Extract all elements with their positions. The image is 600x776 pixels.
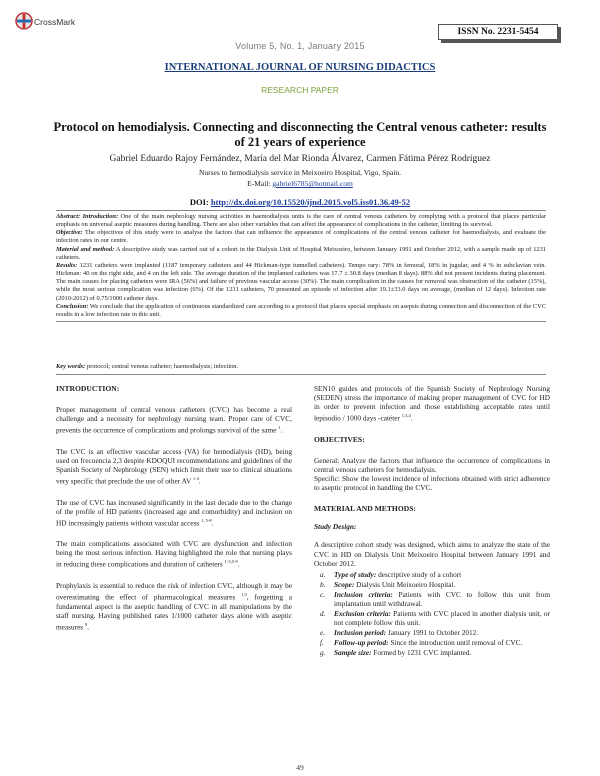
list-item: g. Sample size: Formed by 1231 CVC implanted. bbox=[320, 648, 472, 658]
objectives-heading: OBJECTIVES: bbox=[314, 434, 365, 444]
page-number: 49 bbox=[296, 763, 304, 772]
list-item: f. Follow-up period: Since the introduction until removal of CVC. bbox=[320, 638, 523, 648]
paragraph-1: Proper management of central venous catheters (CVC) has become a real challenge and a necessity for nephrology nursing team. Proper care of CVC, prevents the occurrence of complications and prolongs survival of the same $^1$. bbox=[56, 405, 292, 435]
doi-link[interactable]: http://dx.doi.org/10.15520/ijnd.2015.vol5.iss01.36.49-52 bbox=[210, 197, 411, 207]
crossmark-icon bbox=[14, 11, 34, 31]
paragraph-5: Prophylaxis is essential to reduce the risk of infection CVC, although it may be overestimating the effect of pharmacological measures $^{1,9}$, forgetting a fundamental aspect is the aseptic handling of CVC in all manipulations by the staff nursing. Having published rates 1/1000 catheter days alone with aseptic measures $^9$. bbox=[56, 581, 292, 632]
volume-line: Volume 5, No. 1, January 2015 bbox=[235, 41, 365, 51]
abstract-intro: Abstract: Introduction: One of the main nephrology nursing activities in haemodialysis units is the care of central venous catheters by complying with a protocol that places particular emphasis on universal aseptic measures during handling. There are also other variables that can affect the appearance of complications in the catheter, limiting its survival. bbox=[56, 213, 546, 229]
paper-type: RESEARCH PAPER bbox=[261, 85, 339, 95]
paragraph-6: SEN10 guides and protocols of the Spanish Society of Nephrology Nursing (SEDEN) stress the importance of making proper management of CVC for HD in order to prevent infection and those establishing acceptable rates until lepisodio / 1000 days -catéter $^{1,3,4}$. bbox=[314, 384, 550, 423]
study-design-heading: Study Design: bbox=[314, 522, 357, 532]
abstract-method: Material and method: A descriptive study was carried out of a cohort in the Dialysis Unit of Hospital Meixoeiro, between January 1991 and October 2012, with a sample made up of 1231 catheters. bbox=[56, 245, 546, 261]
email-line bbox=[0, 179, 600, 188]
abstract-results: Results: 1231 catheters were implanted (1187 temporary catheters and 44 Hickman-type tunnelled catheters). Tempo rary: 78% in femoral, 18% in jugular, and 4 % in subclavian vein. Hickman: 40 on the right side, and 4 on the left side. The average duration of the implanted catheters was 17.7 ± 30.8 days (median 8 days). 88% did not present incidents during placement. The main causes for placing catheters were IRA (56%) and failure of previous vascular access (30%). The main complication in the causes for removal was obstruction of the catheter (15%), while the most serious complication was infection (6%). Of the 1231 catheters, 70 presented an episode of infection after 19.1±33.0 days on average, (median of 12 days). Infection rate (2010-2012) of 0.75/1000 catheter days. bbox=[56, 261, 546, 302]
authors: Gabriel Eduardo Rajoy Fernández, María del Mar Rionda Álvarez, Carmen Fátima Pérez Rodríguez bbox=[109, 154, 491, 164]
right-column bbox=[314, 384, 550, 659]
crossmark-logo[interactable] bbox=[14, 11, 74, 33]
design-list bbox=[314, 570, 550, 658]
doi-line bbox=[0, 197, 600, 207]
crossmark-label: CrossMark bbox=[34, 17, 76, 27]
methods-heading: MATERIAL AND METHODS: bbox=[314, 504, 416, 514]
paragraph-2: The CVC is an effective vascular access (VA) for hemodialysis (HD), being used on frecuencia 2,3 despite KDOQUI recommendations and guidelines of the Spanish Society of Nephrology (SEN) which limit their use to clinical situations very specific that preclude the use of other AV $^{1-4}$. bbox=[56, 446, 292, 486]
study-design-text: A descriptive cohort study was designed, which aims to analyze the state of the CVC in HD on Dialysis Unit Meixoeiro Hospital between January 1991 and October 2012. bbox=[314, 540, 550, 568]
list-item: b. Scope: Dialysis Unit Meixoeiro Hospital. bbox=[320, 579, 456, 589]
objective-general: General: Analyze the factors that influence the occurrence of complications in central venous catheters for hemodialysis. bbox=[314, 455, 550, 474]
list-item: e. Inclusion period: January 1991 to October 2012. bbox=[320, 628, 479, 638]
abstract-objective: Objective: The objectives of this study were to analyse the factors that can influence the appearance of complications of the central venous catheter for haemodialysis, and evaluate the infection rates in our centre. bbox=[56, 229, 546, 245]
paragraph-4: The main complications associated with CVC are dysfunction and infection being the most serious infection. Having highlighted the role that nursing plays in reducing these complications and duration of catheters $^{1-3,5-9}$. bbox=[56, 539, 292, 569]
doi-label: DOI: bbox=[189, 197, 211, 207]
list-item: a. Type of study: descriptive study of a cohort bbox=[320, 569, 462, 579]
left-column bbox=[56, 384, 292, 631]
email-link[interactable]: gabriel6785@hotmail.com bbox=[272, 179, 353, 188]
keywords: Key words: protocol; central venous catheter; haemodialysis; infection. bbox=[56, 362, 546, 375]
objective-specific: Specific: Show the lowest incidence of infections obtained with strict adherence to aseptic protocol in handling the CVC. bbox=[314, 474, 550, 493]
intro-heading: INTRODUCTION: bbox=[56, 384, 120, 393]
list-item: c. Inclusion criteria: Patients with CVC to follow this unit from implantation until withdrawal. bbox=[320, 589, 550, 609]
abstract-conclusion: Conclusion: We conclude that the application of continuous standardized care according to a protocol that places special emphasis on asepsis during connection and disconnection of the CVC results in a low infection rate in this unit. bbox=[56, 302, 546, 318]
paragraph-3: The use of CVC has increased significantly in the last decade due to the change of the profile of HD patients (increased age and comorbidity) and inclusion on HD increasingly patients without vascular access $^{1, 5-8}$. bbox=[56, 497, 292, 528]
article-title: Protocol on hemodialysis. Connecting and disconnecting the Central venous catheter: results of 21 years of experience bbox=[53, 120, 547, 149]
issn-box: ISSN No. 2231-5454 bbox=[438, 24, 558, 40]
email-label: E-Mail: bbox=[247, 179, 273, 188]
journal-title[interactable]: INTERNATIONAL JOURNAL OF NURSING DIDACTICS bbox=[164, 62, 436, 73]
abstract bbox=[56, 210, 546, 322]
affiliation: Nurses to hemodialysis service in Meixoeiro Hospital, Vigo, Spain. bbox=[198, 168, 402, 177]
list-item: d. Exclusion criteria: Patients with CVC placed in another dialysis unit, or not complete follow this unit. bbox=[320, 609, 550, 628]
